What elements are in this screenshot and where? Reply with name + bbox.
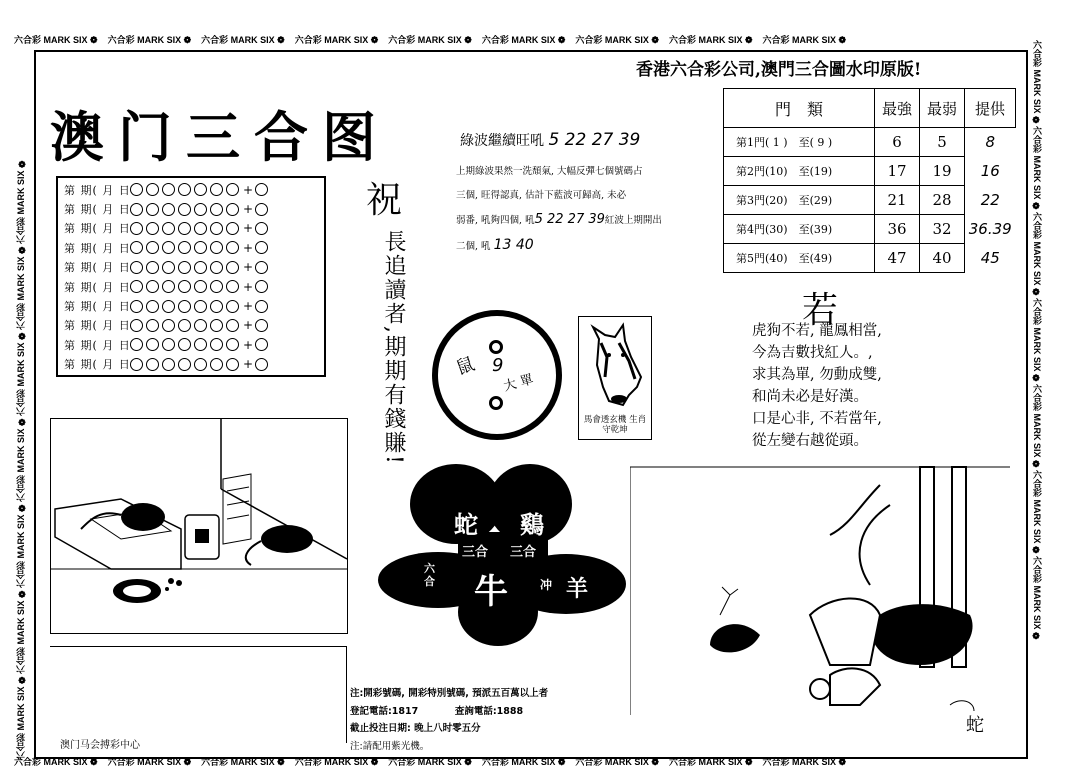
plus-icon: + bbox=[243, 337, 254, 352]
strong-value: 36 bbox=[875, 215, 920, 244]
special-number-circle[interactable] bbox=[255, 241, 268, 254]
top-strip-unit bbox=[201, 35, 285, 45]
plus-icon: + bbox=[243, 202, 254, 217]
brand-text: MARK SIX ❁ bbox=[417, 757, 472, 767]
top-strip-unit bbox=[482, 35, 566, 45]
weak-value: 32 bbox=[920, 215, 965, 244]
number-circle[interactable] bbox=[130, 183, 143, 196]
door-table-header bbox=[724, 89, 1016, 128]
left-strip-unit bbox=[16, 502, 26, 588]
brand-text: MARK SIX ❁ bbox=[230, 35, 285, 45]
brand-text: MARK SIX ❁ bbox=[230, 757, 285, 767]
flower-right-small: 冲 bbox=[540, 578, 553, 592]
door-range: 第5門(40) 至(49) bbox=[724, 244, 875, 273]
brand-text: MARK SIX ❁ bbox=[698, 35, 753, 45]
provide-value: 16 bbox=[980, 162, 1000, 180]
flower-right: 羊 bbox=[566, 577, 589, 602]
period-row bbox=[58, 258, 324, 277]
number-circle[interactable] bbox=[226, 203, 239, 216]
period-row bbox=[58, 296, 324, 315]
number-circle[interactable] bbox=[178, 183, 191, 196]
prediction-line-4a: 二個, 吼 bbox=[456, 241, 491, 252]
logo-text: 六合彩 bbox=[294, 757, 325, 767]
period-label: 第 期( 月 日 bbox=[64, 203, 131, 217]
special-number-circle[interactable] bbox=[255, 338, 268, 351]
number-circle[interactable] bbox=[162, 319, 175, 332]
plus-icon: + bbox=[243, 221, 254, 236]
left-strip-unit bbox=[16, 158, 26, 244]
header-strong: 最強 bbox=[875, 89, 920, 128]
horse-head-icon bbox=[579, 317, 651, 415]
special-number-circle[interactable] bbox=[255, 280, 268, 293]
right-border-strip bbox=[1030, 40, 1044, 760]
door-row bbox=[724, 157, 1016, 186]
brand-text: MARK SIX ❁ bbox=[137, 35, 192, 45]
door-row bbox=[724, 128, 1016, 157]
door-row bbox=[724, 215, 1016, 244]
brand-text: MARK SIX ❁ bbox=[698, 757, 753, 767]
top-strip-unit bbox=[669, 35, 753, 45]
number-circle[interactable] bbox=[194, 241, 207, 254]
door-range: 第3門(20) 至(29) bbox=[724, 186, 875, 215]
logo-text: 六合彩 bbox=[1032, 212, 1042, 242]
provide-value: 22 bbox=[980, 191, 1000, 209]
number-circle[interactable] bbox=[162, 183, 175, 196]
disc-number: 9 bbox=[492, 355, 504, 376]
brand-text: MARK SIX ❁ bbox=[16, 501, 26, 559]
number-circle[interactable] bbox=[130, 358, 143, 371]
logo-text: 六合彩 bbox=[16, 214, 26, 244]
provide-value: 45 bbox=[980, 249, 1000, 267]
plus-icon: + bbox=[243, 182, 254, 197]
provide-value: 8 bbox=[985, 133, 996, 152]
dogs-scene-mark: 蛇 bbox=[966, 715, 984, 736]
disc-right-char: 大 單 bbox=[502, 372, 536, 395]
logo-text: 六合彩 bbox=[388, 757, 418, 767]
notice-line-3: 截止投注日期: 晚上八时零五分 bbox=[350, 723, 481, 734]
prediction-line-4 bbox=[456, 233, 666, 259]
number-circle[interactable] bbox=[194, 319, 207, 332]
poem-line: 口是心非, 不若當年, bbox=[752, 411, 882, 427]
number-circle[interactable] bbox=[146, 300, 159, 313]
logo-text: 六合彩 bbox=[1032, 298, 1042, 328]
logo-text: 六合彩 bbox=[201, 757, 231, 767]
number-circle[interactable] bbox=[194, 338, 207, 351]
slogan: 香港六合彩公司,澳門三合圖水印原版! bbox=[636, 60, 922, 80]
left-strip-unit bbox=[16, 416, 26, 502]
logo-text: 六合彩 bbox=[1032, 556, 1042, 586]
bottom-left-box bbox=[50, 646, 347, 743]
logo-text: 六合彩 bbox=[1032, 384, 1042, 414]
prediction-line-3 bbox=[456, 208, 666, 233]
number-circle[interactable] bbox=[146, 261, 159, 274]
greeting-vertical: 長追讀者,期期有錢賺! bbox=[381, 230, 406, 466]
logo-text: 六合彩 bbox=[668, 35, 699, 45]
logo-text: 六合彩 bbox=[481, 35, 512, 45]
period-label: 第 期( 月 日 bbox=[64, 280, 131, 294]
number-circle[interactable] bbox=[162, 261, 175, 274]
disc-dot-bottom bbox=[489, 396, 503, 410]
strong-value: 17 bbox=[875, 157, 920, 186]
number-circle[interactable] bbox=[226, 300, 239, 313]
header-provide: 提供 bbox=[965, 89, 1016, 128]
plus-icon: + bbox=[243, 240, 254, 255]
number-circle[interactable] bbox=[146, 222, 159, 235]
door-range: 第4門(30) 至(39) bbox=[724, 215, 875, 244]
strong-value: 21 bbox=[875, 186, 920, 215]
brand-text: MARK SIX ❁ bbox=[1032, 327, 1042, 385]
poem-line: 從左變右越從頭。 bbox=[752, 433, 868, 449]
disc-left-char: 鼠 bbox=[453, 353, 478, 380]
poem-line: 今為吉數找紅人。, bbox=[752, 345, 873, 361]
weak-value: 40 bbox=[920, 244, 965, 273]
number-circle[interactable] bbox=[210, 222, 223, 235]
number-circle[interactable] bbox=[130, 203, 143, 216]
brand-text: MARK SIX ❁ bbox=[1032, 413, 1042, 471]
poem-title: 若 bbox=[802, 290, 839, 331]
number-circle[interactable] bbox=[210, 319, 223, 332]
right-strip-unit bbox=[1032, 556, 1042, 642]
number-circle[interactable] bbox=[194, 222, 207, 235]
flower-mid-left: 三合 bbox=[462, 545, 489, 560]
number-circle[interactable] bbox=[194, 300, 207, 313]
brand-text: MARK SIX ❁ bbox=[792, 35, 847, 45]
special-number-circle[interactable] bbox=[255, 222, 268, 235]
brand-text: MARK SIX ❁ bbox=[16, 587, 26, 645]
number-circle[interactable] bbox=[178, 358, 191, 371]
number-circle[interactable] bbox=[226, 261, 239, 274]
number-circle[interactable] bbox=[146, 203, 159, 216]
left-border-strip bbox=[14, 40, 28, 760]
notice-line-4: 注:請配用紫光機。 bbox=[350, 740, 430, 752]
horse-caption: 馬會透玄機 生肖守乾坤 bbox=[583, 415, 647, 435]
logo-text: 六合彩 bbox=[107, 757, 138, 767]
top-border-strip bbox=[14, 33, 1054, 47]
poem bbox=[752, 320, 882, 452]
right-strip-unit bbox=[1032, 40, 1042, 126]
number-circle[interactable] bbox=[130, 338, 143, 351]
logo-text: 六合彩 bbox=[107, 35, 138, 45]
poem-line: 虎狗不若, 龍鳳相當, bbox=[752, 323, 882, 339]
header-weak: 最弱 bbox=[920, 89, 965, 128]
brand-text: MARK SIX ❁ bbox=[324, 35, 379, 45]
logo-text: 六合彩 bbox=[575, 757, 605, 767]
query-phone: 查詢電話:1888 bbox=[454, 705, 524, 717]
disc-dot-top bbox=[489, 340, 503, 354]
poem-line: 和尚未必是好漢。 bbox=[752, 389, 868, 405]
number-circle[interactable] bbox=[210, 241, 223, 254]
number-circle[interactable] bbox=[130, 261, 143, 274]
special-number-circle[interactable] bbox=[255, 358, 268, 371]
number-circle[interactable] bbox=[226, 338, 239, 351]
rats-scene bbox=[50, 418, 348, 634]
number-circle[interactable] bbox=[130, 222, 143, 235]
provide-value: 36.39 bbox=[968, 220, 1012, 238]
top-strip-unit bbox=[388, 35, 472, 45]
brand-text: MARK SIX ❁ bbox=[417, 35, 472, 45]
number-circle[interactable] bbox=[194, 203, 207, 216]
flower-left-small: 六合 bbox=[424, 562, 435, 588]
flower-mid-right: 三合 bbox=[510, 545, 537, 560]
number-circle[interactable] bbox=[210, 300, 223, 313]
plus-icon: + bbox=[243, 299, 254, 314]
prediction-line-3-numbers: 5 22 27 39 bbox=[534, 212, 605, 227]
prediction-head-numbers: 5 22 27 39 bbox=[548, 130, 641, 150]
logo-text: 六合彩 bbox=[16, 558, 26, 588]
number-circle[interactable] bbox=[178, 203, 191, 216]
left-strip-unit bbox=[16, 588, 26, 674]
period-label: 第 期( 月 日 bbox=[64, 300, 131, 314]
number-circle[interactable] bbox=[226, 183, 239, 196]
strong-value: 6 bbox=[875, 128, 920, 157]
brand-text: MARK SIX ❁ bbox=[1032, 241, 1042, 299]
door-range: 第2門(10) 至(19) bbox=[724, 157, 875, 186]
brand-text: MARK SIX ❁ bbox=[16, 243, 26, 301]
brand-text: MARK SIX ❁ bbox=[43, 35, 98, 45]
brand-text: MARK SIX ❁ bbox=[792, 757, 847, 767]
brand-text: MARK SIX ❁ bbox=[16, 157, 26, 215]
dogs-scene bbox=[630, 465, 1010, 745]
top-strip-unit bbox=[763, 35, 847, 45]
top-strip-unit bbox=[575, 35, 659, 45]
prediction-head bbox=[460, 130, 640, 150]
special-number-circle[interactable] bbox=[255, 319, 268, 332]
brand-text: MARK SIX ❁ bbox=[324, 757, 379, 767]
strong-value: 47 bbox=[875, 244, 920, 273]
number-circle[interactable] bbox=[146, 358, 159, 371]
number-circle[interactable] bbox=[162, 241, 175, 254]
number-circle[interactable] bbox=[210, 338, 223, 351]
logo-text: 六合彩 bbox=[16, 730, 26, 760]
number-circle[interactable] bbox=[162, 300, 175, 313]
period-label: 第 期( 月 日 bbox=[64, 222, 131, 236]
register-phone: 登記電話:1817 bbox=[350, 705, 419, 717]
logo-text: 六合彩 bbox=[16, 472, 26, 502]
number-circle[interactable] bbox=[146, 319, 159, 332]
brand-text: MARK SIX ❁ bbox=[16, 673, 26, 731]
prediction-head-text: 綠波繼續旺吼 bbox=[460, 133, 544, 149]
number-circle[interactable] bbox=[130, 241, 143, 254]
period-row bbox=[58, 180, 324, 199]
weak-value: 28 bbox=[920, 186, 965, 215]
period-row bbox=[58, 355, 324, 374]
rats-illustration-icon bbox=[51, 419, 347, 633]
brand-text: MARK SIX ❁ bbox=[16, 329, 26, 387]
flower-top-left: 蛇 bbox=[454, 511, 478, 539]
prediction-line-2: 三個, 旺得認真, 估計下藍波可歸高, 未必 bbox=[456, 190, 627, 201]
plus-icon: + bbox=[243, 279, 254, 294]
left-strip-unit bbox=[16, 330, 26, 416]
number-circle[interactable] bbox=[178, 241, 191, 254]
plus-icon: + bbox=[243, 357, 254, 372]
prediction-line-3a: 弱番, 吼夠四個, 吼 bbox=[456, 215, 535, 226]
number-circle[interactable] bbox=[146, 338, 159, 351]
period-row bbox=[58, 277, 324, 296]
number-circle[interactable] bbox=[210, 261, 223, 274]
logo-text: 六合彩 bbox=[294, 35, 325, 45]
notice-line-2 bbox=[350, 703, 548, 721]
notice bbox=[350, 685, 548, 755]
page-title: 澳门三合图 bbox=[50, 106, 390, 169]
number-circle[interactable] bbox=[162, 222, 175, 235]
poem-line: 求其為單, 勿動成雙, bbox=[752, 367, 882, 383]
logo-text: 六合彩 bbox=[1032, 470, 1042, 500]
period-row bbox=[58, 335, 324, 354]
logo-text: 六合彩 bbox=[14, 757, 44, 767]
logo-text: 六合彩 bbox=[762, 35, 793, 45]
number-circle[interactable] bbox=[146, 241, 159, 254]
top-strip-unit bbox=[108, 35, 192, 45]
logo-text: 六合彩 bbox=[1032, 40, 1042, 70]
flower-top-right: 鷄 bbox=[520, 511, 544, 539]
brand-text: MARK SIX ❁ bbox=[1032, 155, 1042, 213]
special-number-circle[interactable] bbox=[255, 261, 268, 274]
logo-text: 六合彩 bbox=[481, 757, 512, 767]
number-circle[interactable] bbox=[210, 203, 223, 216]
number-circle[interactable] bbox=[162, 358, 175, 371]
logo-text: 六合彩 bbox=[668, 757, 699, 767]
logo-text: 六合彩 bbox=[14, 35, 44, 45]
number-circle[interactable] bbox=[226, 222, 239, 235]
right-strip-unit bbox=[1032, 384, 1042, 470]
brand-text: MARK SIX ❁ bbox=[16, 415, 26, 473]
zodiac-flower-icon bbox=[378, 462, 626, 648]
top-strip-unit bbox=[295, 35, 379, 45]
number-circle[interactable] bbox=[194, 280, 207, 293]
number-circle[interactable] bbox=[130, 280, 143, 293]
left-strip-unit bbox=[16, 674, 26, 760]
brand-text: MARK SIX ❁ bbox=[604, 35, 659, 45]
period-label: 第 期( 月 日 bbox=[64, 319, 131, 333]
number-circle[interactable] bbox=[178, 261, 191, 274]
left-strip-unit bbox=[16, 244, 26, 330]
period-label: 第 期( 月 日 bbox=[64, 338, 131, 352]
logo-text: 六合彩 bbox=[16, 386, 26, 416]
brand-text: MARK SIX ❁ bbox=[511, 35, 566, 45]
period-label: 第 期( 月 日 bbox=[64, 261, 131, 275]
brand-text: MARK SIX ❁ bbox=[511, 757, 566, 767]
plus-icon: + bbox=[243, 260, 254, 275]
period-row bbox=[58, 199, 324, 218]
number-circle[interactable] bbox=[178, 222, 191, 235]
door-table bbox=[723, 88, 1016, 273]
right-strip-unit bbox=[1032, 470, 1042, 556]
special-number-circle[interactable] bbox=[255, 183, 268, 196]
number-circle[interactable] bbox=[226, 358, 239, 371]
number-circle[interactable] bbox=[162, 203, 175, 216]
number-circle[interactable] bbox=[194, 183, 207, 196]
period-grid bbox=[56, 176, 326, 377]
weak-value: 5 bbox=[920, 128, 965, 157]
special-number-circle[interactable] bbox=[255, 300, 268, 313]
door-range: 第1門( 1 ) 至( 9 ) bbox=[724, 128, 875, 157]
brand-text: MARK SIX ❁ bbox=[137, 757, 192, 767]
number-circle[interactable] bbox=[210, 358, 223, 371]
logo-text: 六合彩 bbox=[16, 300, 26, 330]
right-strip-unit bbox=[1032, 126, 1042, 212]
right-strip-unit bbox=[1032, 298, 1042, 384]
number-circle[interactable] bbox=[162, 338, 175, 351]
logo-text: 六合彩 bbox=[1032, 126, 1042, 156]
header-door: 門 類 bbox=[724, 89, 875, 128]
prediction-line-4-numbers: 13 40 bbox=[493, 237, 534, 253]
logo-text: 六合彩 bbox=[762, 757, 793, 767]
period-label: 第 期( 月 日 bbox=[64, 241, 131, 255]
brand-text: MARK SIX ❁ bbox=[1032, 585, 1042, 643]
number-circle[interactable] bbox=[146, 280, 159, 293]
number-circle[interactable] bbox=[130, 319, 143, 332]
number-circle[interactable] bbox=[210, 183, 223, 196]
logo-text: 六合彩 bbox=[16, 644, 26, 674]
number-circle[interactable] bbox=[146, 183, 159, 196]
prediction-body bbox=[456, 160, 666, 259]
flower-center: 牛 bbox=[474, 572, 508, 612]
center-name: 澳门马会搏彩中心 bbox=[60, 740, 140, 751]
door-row bbox=[724, 186, 1016, 215]
number-circle[interactable] bbox=[178, 280, 191, 293]
period-row bbox=[58, 219, 324, 238]
number-circle[interactable] bbox=[178, 338, 191, 351]
door-row bbox=[724, 244, 1016, 273]
number-circle[interactable] bbox=[194, 358, 207, 371]
period-row bbox=[58, 238, 324, 257]
period-row bbox=[58, 316, 324, 335]
special-number-circle[interactable] bbox=[255, 203, 268, 216]
logo-text: 六合彩 bbox=[575, 35, 605, 45]
logo-text: 六合彩 bbox=[388, 35, 418, 45]
prediction-line-1: 上期綠波果然一洗頹氣, 大幅反彈七個號碼占 bbox=[456, 166, 643, 177]
number-circle[interactable] bbox=[226, 319, 239, 332]
number-circle[interactable] bbox=[162, 280, 175, 293]
period-label: 第 期( 月 日 bbox=[64, 358, 131, 372]
dogs-illustration-icon bbox=[630, 465, 1010, 745]
brand-text: MARK SIX ❁ bbox=[604, 757, 659, 767]
notice-line-1: 注:開彩號碼, 開彩特別號碼, 預派五百萬以上者 bbox=[350, 688, 549, 699]
number-circle[interactable] bbox=[226, 241, 239, 254]
period-label: 第 期( 月 日 bbox=[64, 183, 131, 197]
number-circle[interactable] bbox=[178, 300, 191, 313]
number-circle[interactable] bbox=[226, 280, 239, 293]
brand-text: MARK SIX ❁ bbox=[43, 757, 98, 767]
logo-text: 六合彩 bbox=[201, 35, 231, 45]
brand-text: MARK SIX ❁ bbox=[1032, 69, 1042, 127]
prediction-line-3b: 紅波上期開出 bbox=[604, 215, 662, 226]
plus-icon: + bbox=[243, 318, 254, 333]
weak-value: 19 bbox=[920, 157, 965, 186]
number-circle[interactable] bbox=[210, 280, 223, 293]
greeting-zhu: 祝 bbox=[366, 180, 403, 221]
brand-text: MARK SIX ❁ bbox=[1032, 499, 1042, 557]
number-circle[interactable] bbox=[130, 300, 143, 313]
number-circle[interactable] bbox=[178, 319, 191, 332]
number-circle[interactable] bbox=[194, 261, 207, 274]
right-strip-unit bbox=[1032, 212, 1042, 298]
